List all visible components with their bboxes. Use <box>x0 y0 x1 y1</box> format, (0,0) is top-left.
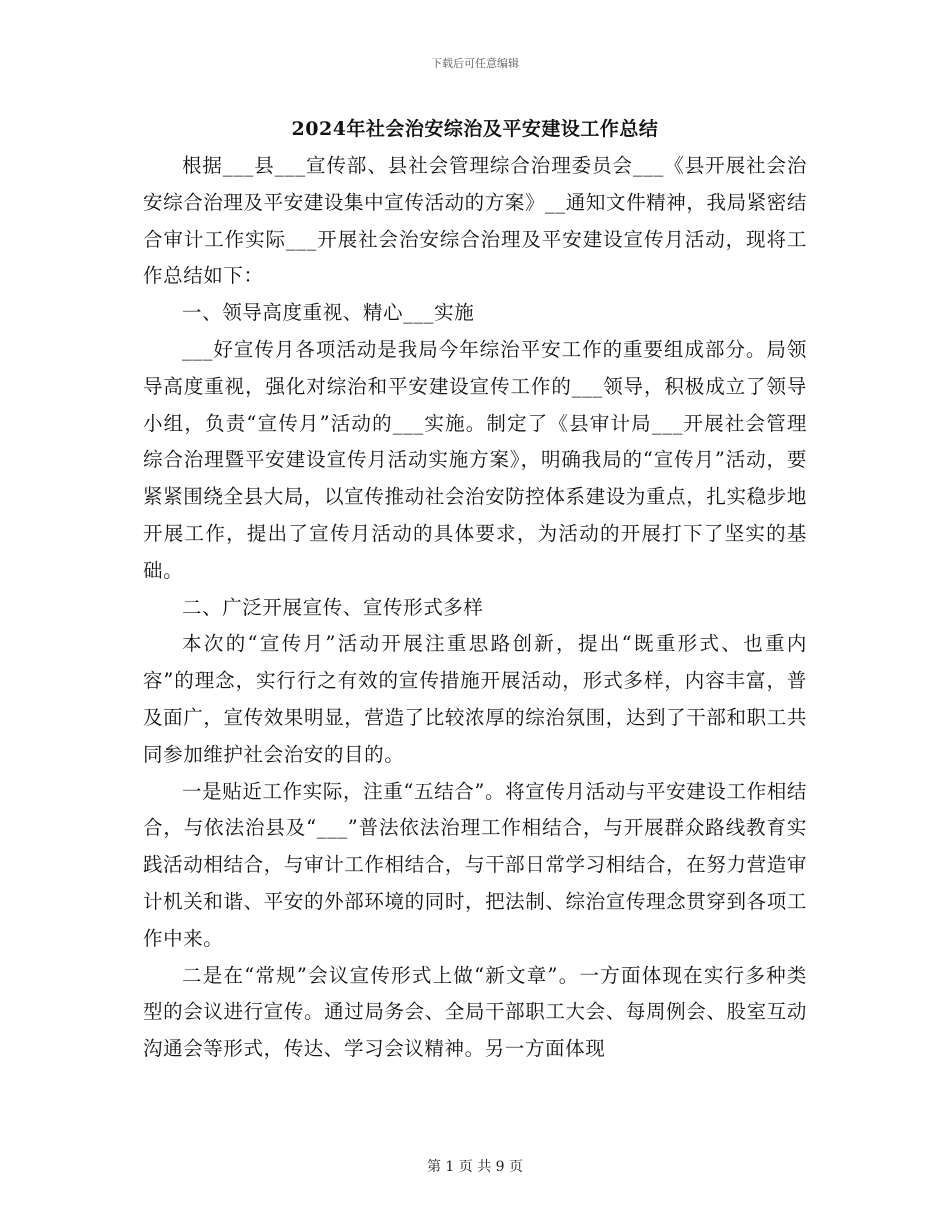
page-header-note: 下载后可任意编辑 <box>431 57 519 70</box>
page-footer-number: 第 1 页 共 9 页 <box>426 1159 524 1175</box>
section-heading-2: 二、广泛开展宣传、宣传形式多样 <box>182 595 484 619</box>
paragraph-intro: 根据___县___宣传部、县社会管理综合治理委员会___《县开展社会治安综合治理及平安建设集中宣传活动的方案》__通知文件精神，我局紧密结合审计工作实际___开展社会治安综合治理及平安建设宣传月活动，现将工作总结如下： <box>143 154 807 288</box>
paragraph-point-1: 一是贴近工作实际，注重“五结合”。将宣传月活动与平安建设工作相结合，与依法治县及“___”普法依法治理工作相结合，与开展群众路线教育实践活动相结合，与审计工作相结合，与干部日常学习相结合，在努力营造审计机关和谐、平安的外部环境的同时，把法制、综治宣传理念贯穿到各项工作中来。 <box>143 779 807 950</box>
paragraph-point-2: 二是在“常规”会议宣传形式上做“新文章”。一方面体现在实行多种类型的会议进行宣传。通过局务会、全局干部职工大会、每周例会、股室互动沟通会等形式，传达、学习会议精神。另一方面体现 <box>143 963 807 1061</box>
paragraph-section-2: 本次的“宣传月”活动开展注重思路创新，提出“既重形式、也重内容”的理念，实行行之有效的宣传措施开展活动，形式多样，内容丰富，普及面广，宣传效果明显，营造了比较浓厚的综治氛围，达到了干部和职工共同参加维护社会治安的目的。 <box>143 632 807 766</box>
document-title: 2024年社会治安综治及平安建设工作总结 <box>291 118 659 140</box>
paragraph-section-1: ___好宣传月各项活动是我局今年综治平安工作的重要组成部分。局领导高度重视，强化对综治和平安建设宣传工作的___领导，积极成立了领导小组，负责“宣传月”活动的___实施。制定了《县审计局___开展社会管理综合治理暨平安建设宣传月活动实施方案》，明确我局的“宣传月”活动，要紧紧围绕全县大局，以宣传推动社会治安防控体系建设为重点，扎实稳步地开展工作，提出了宣传月活动的具体要求，为活动的开展打下了坚实的基础。 <box>143 337 807 582</box>
section-heading-1: 一、领导高度重视、精心___实施 <box>182 301 475 325</box>
document-body <box>143 148 807 1068</box>
